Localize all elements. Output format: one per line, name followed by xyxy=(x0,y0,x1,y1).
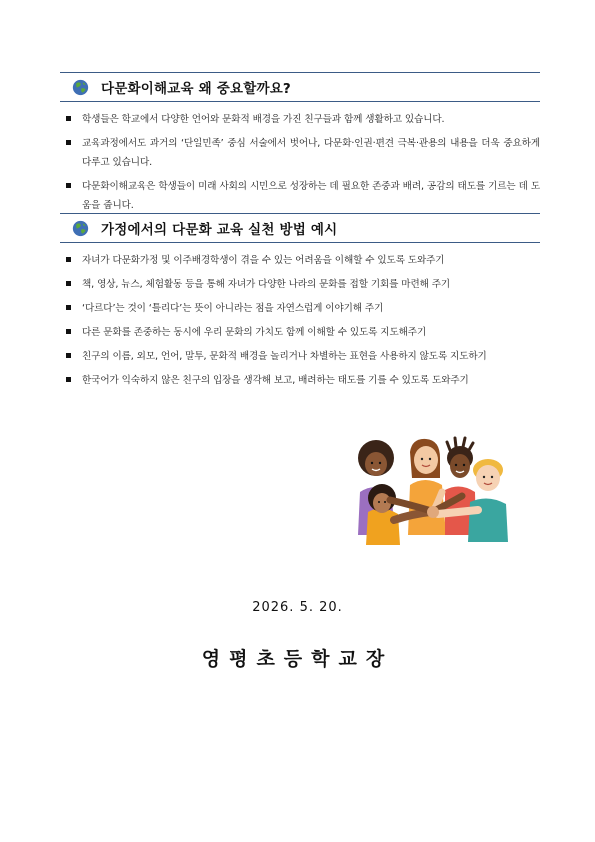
list-item: 한국어가 익숙하지 않은 친구의 입장을 생각해 보고, 배려하는 태도를 기를 수 있도록 도와주기 xyxy=(60,371,540,390)
section-header xyxy=(60,213,540,243)
list-item: 자녀가 다문화가정 및 이주배경학생이 겪을 수 있는 어려움을 이해할 수 있도록 도와주기 xyxy=(60,251,540,270)
globe-icon xyxy=(72,220,89,237)
list-item: 책, 영상, 뉴스, 체험활동 등을 통해 자녀가 다양한 나라의 문화를 접할 기회를 마련해 주기 xyxy=(60,275,540,294)
list-item: ‘다르다’는 것이 ‘틀리다’는 뜻이 아니라는 점을 자연스럽게 이야기해 주기 xyxy=(60,299,540,318)
list-item: 다른 문화를 존중하는 동시에 우리 문화의 가치도 함께 이해할 수 있도록 지도해주기 xyxy=(60,323,540,342)
globe-icon xyxy=(72,79,89,96)
section-title: 다문화이해교육 왜 중요할까요? xyxy=(101,81,291,97)
list-item: 교육과정에서도 과거의 ‘단일민족’ 중심 서술에서 벗어나, 다문화·인권·편견 극복·관용의 내용을 더욱 중요하게 다루고 있습니다. xyxy=(60,134,540,172)
section-header xyxy=(60,72,540,102)
list-item: 다문화이해교육은 학생들이 미래 사회의 시민으로 성장하는 데 필요한 존중과 배려, 공감의 태도를 기르는 데 도움을 줍니다. xyxy=(60,177,540,215)
section-importance xyxy=(60,72,540,220)
children-hands-together-illustration xyxy=(350,430,515,545)
bullet-list xyxy=(60,251,540,390)
list-item: 학생들은 학교에서 다양한 언어와 문화적 배경을 가진 친구들과 함께 생활하고 있습니다. xyxy=(60,110,540,129)
bullet-list xyxy=(60,110,540,215)
school-principal-signature: 영평초등학교장 xyxy=(201,648,394,670)
issue-date: 2026. 5. 20. xyxy=(252,600,343,615)
section-home-practice xyxy=(60,213,540,395)
section-title: 가정에서의 다문화 교육 실천 방법 예시 xyxy=(101,222,338,238)
list-item: 친구의 이름, 외모, 언어, 말투, 문화적 배경을 놀리거나 차별하는 표현을 사용하지 않도록 지도하기 xyxy=(60,347,540,366)
